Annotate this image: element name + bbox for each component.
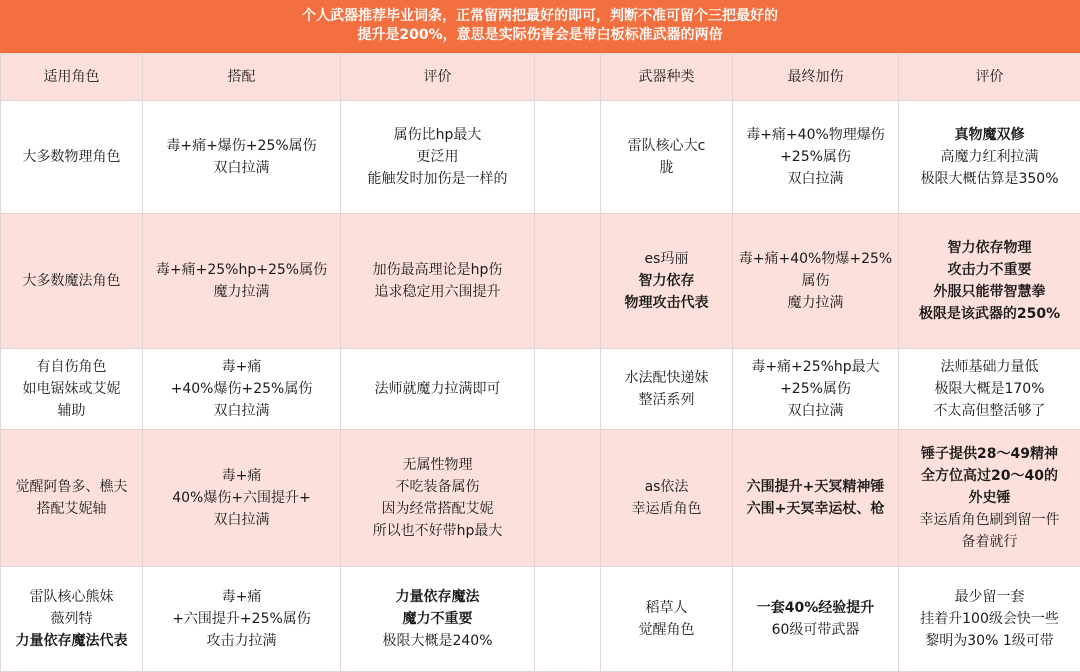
cell-line: 更泛用 [345, 146, 530, 168]
cell-review [341, 101, 535, 214]
cell-line: 觉醒阿鲁多、樵夫 [5, 476, 138, 498]
cell-line: 加伤最高理论是hp伤 [345, 259, 530, 281]
cell-eval [899, 349, 1080, 430]
cell-line: 不吃装备属伤 [345, 476, 530, 498]
cell-weapon [601, 430, 733, 567]
cell-line: 因为经常搭配艾妮 [345, 498, 530, 520]
cell-line: 全方位高过20～40的 [903, 465, 1076, 487]
cell-line: 智力依存物理 [903, 237, 1076, 259]
cell-line: 追求稳定用六围提升 [345, 281, 530, 303]
header-spacer [535, 54, 601, 101]
cell-review [341, 567, 535, 672]
cell-line: 真物魔双修 [903, 124, 1076, 146]
cell-line: 雷队核心熊妹 [5, 586, 138, 608]
cell-line: 稻草人 [605, 597, 728, 619]
cell-line: +40%爆伤+25%属伤 [147, 378, 336, 400]
header-review: 评价 [341, 54, 535, 101]
cell-line: 双白拉满 [147, 157, 336, 179]
cell-line: 辅助 [5, 400, 138, 422]
cell-line: 幸运盾角色 [605, 498, 728, 520]
cell-combo [143, 567, 341, 672]
cell-line: 外服只能带智慧拳 [903, 281, 1076, 303]
cell-line: 挂着升100级会快一些 [903, 608, 1076, 630]
cell-line: 水法配快递妹 [605, 367, 728, 389]
cell-line: 觉醒角色 [605, 619, 728, 641]
cell-line: 双白拉满 [147, 400, 336, 422]
cell-line: as依法 [605, 476, 728, 498]
cell-line: 所以也不好带hp最大 [345, 520, 530, 542]
cell-weapon [601, 349, 733, 430]
header-row [1, 54, 1080, 101]
cell-line: 属伤比hp最大 [345, 124, 530, 146]
cell-line: 毒+痛 [147, 356, 336, 378]
cell-line: 力量依存魔法 [345, 586, 530, 608]
cell-line: +25%属伤 [737, 378, 894, 400]
cell-combo [143, 430, 341, 567]
cell-line: 魔力拉满 [737, 292, 894, 314]
cell-line: 整活系列 [605, 389, 728, 411]
cell-review [341, 214, 535, 349]
cell-line: 雷队核心大c [605, 135, 728, 157]
cell-line: 无属性物理 [345, 454, 530, 476]
cell-line: 极限是该武器的250% [903, 303, 1076, 325]
table-row [1, 567, 1080, 672]
cell-line: 毒+痛+25%hp最大 [737, 356, 894, 378]
cell-line: 备着就行 [903, 531, 1076, 553]
table-row [1, 214, 1080, 349]
cell-line: 极限大概估算是350% [903, 168, 1076, 190]
cell-line: 不太高但整活够了 [903, 400, 1076, 422]
cell-line: 极限大概是240% [345, 630, 530, 652]
cell-eval [899, 567, 1080, 672]
cell-weapon [601, 214, 733, 349]
cell-line: 物理攻击代表 [605, 292, 728, 314]
cell-line: +六围提升+25%属伤 [147, 608, 336, 630]
cell-eval [899, 430, 1080, 567]
cell-review [341, 349, 535, 430]
cell-role [1, 567, 143, 672]
cell-line: 黎明为30% 1级可带 [903, 630, 1076, 652]
cell-bonus [733, 214, 899, 349]
cell-line: 极限大概是170% [903, 378, 1076, 400]
cell-line: 毒+痛+爆伤+25%属伤 [147, 135, 336, 157]
cell-role [1, 214, 143, 349]
cell-combo [143, 214, 341, 349]
cell-eval [899, 214, 1080, 349]
cell-line: 毒+痛 [147, 586, 336, 608]
cell-line: 双白拉满 [737, 168, 894, 190]
cell-line: 一套40%经验提升 [737, 597, 894, 619]
cell-role [1, 349, 143, 430]
cell-line: 力量依存魔法代表 [5, 630, 138, 652]
cell-line: 六围+天冥幸运杖、枪 [737, 498, 894, 520]
table-row [1, 349, 1080, 430]
cell-eval [899, 101, 1080, 214]
weapon-recommendation-table [0, 53, 1080, 672]
cell-line: 最少留一套 [903, 586, 1076, 608]
cell-line: 攻击力拉满 [147, 630, 336, 652]
header-eval: 评价 [899, 54, 1080, 101]
cell-bonus [733, 349, 899, 430]
cell-role [1, 430, 143, 567]
cell-bonus [733, 567, 899, 672]
cell-line: 毒+痛+25%hp+25%属伤 [147, 259, 336, 281]
cell-line: 法师基础力量低 [903, 356, 1076, 378]
cell-line: 双白拉满 [737, 400, 894, 422]
spacer-cell [535, 430, 601, 567]
cell-line: 六围提升+天冥精神锤 [737, 476, 894, 498]
cell-line: 60级可带武器 [737, 619, 894, 641]
header-weapon: 武器种类 [601, 54, 733, 101]
table-row [1, 430, 1080, 567]
spacer-cell [535, 349, 601, 430]
cell-line: 法师就魔力拉满即可 [345, 378, 530, 400]
header-bonus: 最终加伤 [733, 54, 899, 101]
cell-line: 毒+痛+40%物爆+25% [737, 248, 894, 270]
cell-combo [143, 349, 341, 430]
cell-review [341, 430, 535, 567]
cell-weapon [601, 101, 733, 214]
cell-line: 高魔力红利拉满 [903, 146, 1076, 168]
table-row [1, 101, 1080, 214]
cell-line: 毒+痛 [147, 465, 336, 487]
cell-line: 双白拉满 [147, 509, 336, 531]
banner-line-1: 个人武器推荐毕业词条，正常留两把最好的即可，判断不准可留个三把最好的 [0, 7, 1080, 26]
cell-line: 外史锤 [903, 487, 1076, 509]
cell-weapon [601, 567, 733, 672]
cell-line: 毒+痛+40%物理爆伤 [737, 124, 894, 146]
cell-line: 搭配艾妮轴 [5, 498, 138, 520]
spacer-cell [535, 101, 601, 214]
cell-line: 如电锯妹或艾妮 [5, 378, 138, 400]
header-combo: 搭配 [143, 54, 341, 101]
cell-line: 有自伤角色 [5, 356, 138, 378]
cell-line: 幸运盾角色刷到留一件 [903, 509, 1076, 531]
cell-line: 薇列特 [5, 608, 138, 630]
cell-bonus [733, 430, 899, 567]
cell-line: 大多数物理角色 [5, 146, 138, 168]
cell-line: 魔力拉满 [147, 281, 336, 303]
cell-line: es玛丽 [605, 248, 728, 270]
spacer-cell [535, 214, 601, 349]
cell-line: 攻击力不重要 [903, 259, 1076, 281]
cell-bonus [733, 101, 899, 214]
cell-line: 属伤 [737, 270, 894, 292]
cell-line: 智力依存 [605, 270, 728, 292]
cell-line: 能触发时加伤是一样的 [345, 168, 530, 190]
banner-line-2: 提升是200%，意思是实际伤害会是带白板标准武器的两倍 [0, 26, 1080, 45]
header-role: 适用角色 [1, 54, 143, 101]
cell-line: 40%爆伤+六围提升+ [147, 487, 336, 509]
cell-line: 大多数魔法角色 [5, 270, 138, 292]
cell-role [1, 101, 143, 214]
cell-line: 锤子提供28～49精神 [903, 443, 1076, 465]
cell-line: 胧 [605, 157, 728, 179]
spacer-cell [535, 567, 601, 672]
cell-line: +25%属伤 [737, 146, 894, 168]
cell-line: 魔力不重要 [345, 608, 530, 630]
title-banner [0, 0, 1080, 53]
cell-combo [143, 101, 341, 214]
